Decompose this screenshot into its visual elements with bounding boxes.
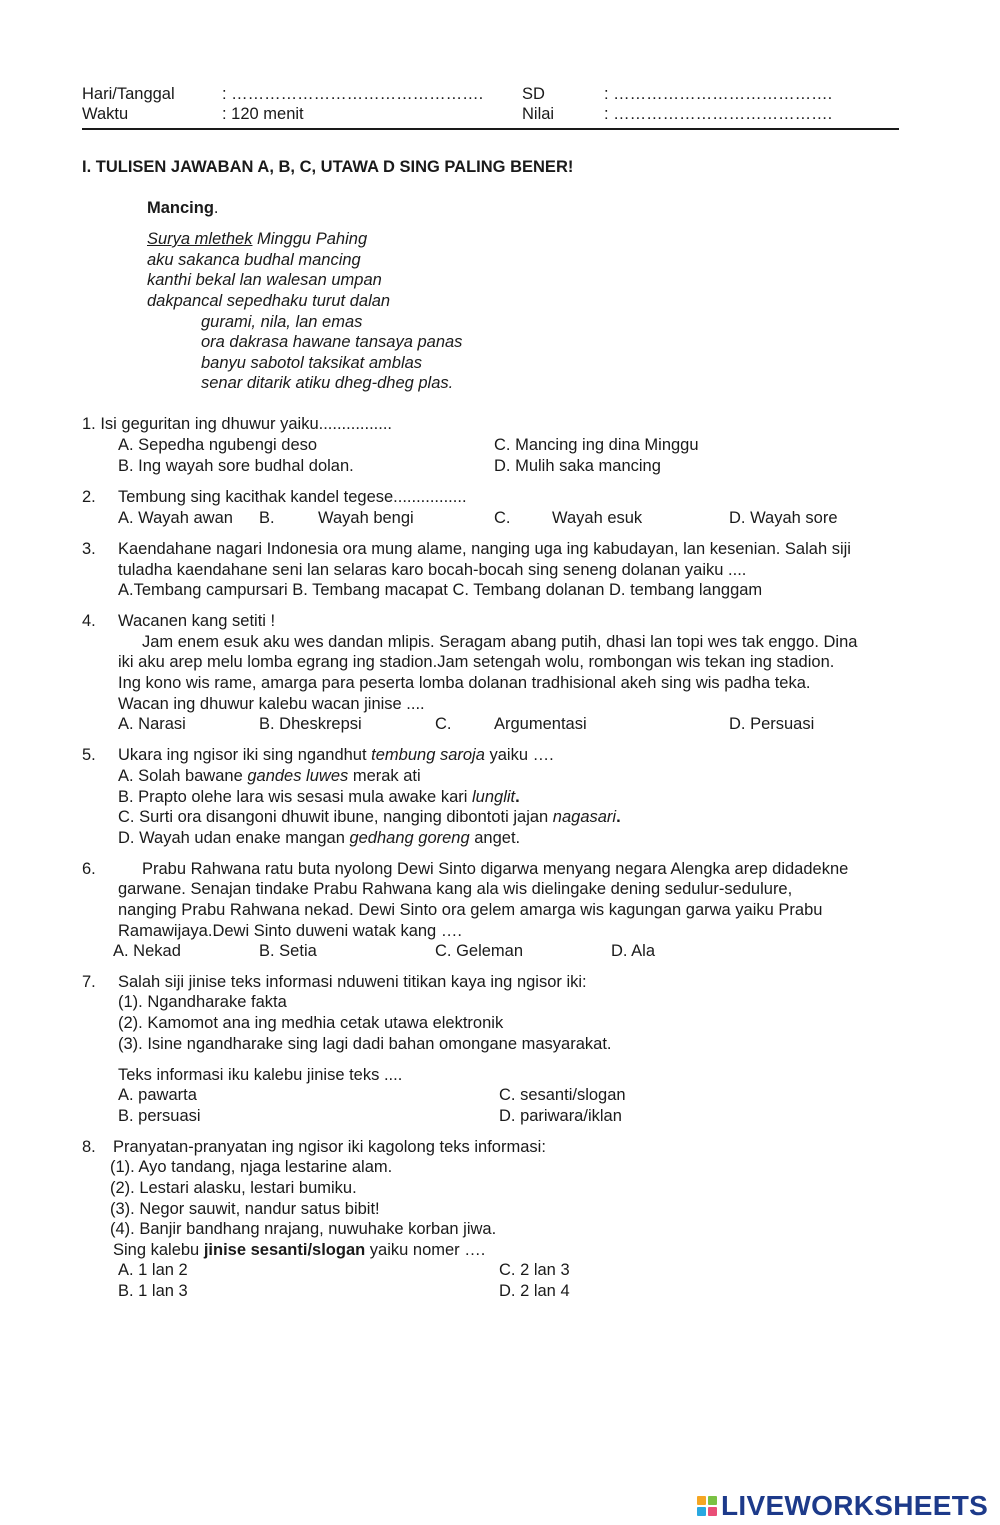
- q8-question-post: yaiku nomer ….: [365, 1241, 486, 1259]
- waktu-label: Waktu: [82, 105, 129, 123]
- poem-line-8: senar ditarik atiku dheg-dheg plas.: [201, 374, 454, 392]
- q3-line-1: Kaendahane nagari Indonesia ora mung alame, nanging uga ing kabudayan, lan kesenian. Salah siji: [118, 540, 851, 558]
- poem-line-2: aku sakanca budhal mancing: [147, 251, 361, 269]
- poem-line-6: ora dakrasa hawane tansaya panas: [201, 333, 463, 351]
- q4-option-b[interactable]: B. Dheskrepsi: [259, 715, 362, 733]
- q8-question-pre: Sing kalebu: [113, 1241, 204, 1259]
- q6-option-d[interactable]: D. Ala: [611, 942, 656, 960]
- q5-a-pre: A. Solah bawane: [118, 767, 248, 785]
- q3-options[interactable]: A.Tembang campursari B. Tembang macapat C. Tembang dolanan D. tembang langgam: [118, 581, 763, 599]
- q5-b-em: lunglit: [472, 788, 516, 806]
- logo-tiles-icon: [697, 1496, 717, 1516]
- q2-option-d[interactable]: D. Wayah sore: [729, 509, 838, 527]
- header-divider: [82, 128, 899, 130]
- q8-item-1: (1). Ayo tandang, njaga lestarine alam.: [110, 1158, 393, 1176]
- q1-option-b[interactable]: B. Ing wayah sore budhal dolan.: [118, 457, 354, 475]
- q7-option-d[interactable]: D. pariwara/iklan: [499, 1107, 622, 1125]
- q6-line-2: garwane. Senajan tindake Prabu Rahwana kang ala wis dielingake dening sedulur-sedulure,: [118, 880, 793, 898]
- q6-option-b[interactable]: B. Setia: [259, 942, 317, 960]
- q6-number: 6.: [82, 860, 96, 878]
- poem-line-7: banyu sabotol taksikat amblas: [201, 354, 423, 372]
- q4-option-d[interactable]: D. Persuasi: [729, 715, 815, 733]
- q5-number: 5.: [82, 746, 96, 764]
- q5-d-pre: D. Wayah udan enake mangan: [118, 829, 350, 847]
- q5-b-pre: B. Prapto olehe lara wis sesasi mula awake kari: [118, 788, 472, 806]
- q1-text: 1. Isi geguritan ing dhuwur yaiku................: [82, 415, 392, 433]
- q7-item-3: (3). Isine ngandharake sing lagi dadi bahan omongane masyarakat.: [118, 1035, 612, 1053]
- q5-option-d[interactable]: [118, 828, 520, 849]
- q5-c-em: nagasari: [552, 808, 617, 826]
- q1-option-c[interactable]: C. Mancing ing dina Minggu: [494, 436, 699, 454]
- nilai-label: Nilai: [522, 105, 555, 123]
- liveworksheets-logo: [697, 1490, 988, 1522]
- q8-number: 8.: [82, 1138, 96, 1156]
- q5-a-post: merak ati: [348, 767, 421, 785]
- q5-a-em: gandes luwes: [247, 767, 349, 785]
- q5-text-em: tembung saroja: [371, 746, 485, 764]
- q7-item-2: (2). Kamomot ana ing medhia cetak utawa elektronik: [118, 1014, 504, 1032]
- q7-option-b[interactable]: B. persuasi: [118, 1107, 201, 1125]
- q8-text: Pranyatan-pranyatan ing ngisor iki kagolong teks informasi:: [113, 1138, 546, 1156]
- q5-d-em: gedhang goreng: [349, 829, 470, 847]
- logo-text: LIVEWORKSHEETS: [721, 1490, 989, 1521]
- q2-option-a[interactable]: A. Wayah awan: [118, 509, 233, 527]
- q5-text: [118, 745, 554, 766]
- q7-question: Teks informasi iku kalebu jinise teks ....: [118, 1066, 403, 1084]
- q4-option-c[interactable]: Argumentasi: [494, 715, 587, 733]
- q2-option-b-letter[interactable]: B.: [259, 509, 275, 527]
- nilai-blank[interactable]: : ………………………………….: [604, 105, 833, 123]
- q7-number: 7.: [82, 973, 96, 991]
- q8-option-a[interactable]: A. 1 lan 2: [118, 1261, 188, 1279]
- poem-line-3: kanthi bekal lan walesan umpan: [147, 271, 382, 289]
- q8-question-bold: jinise sesanti/slogan: [203, 1241, 366, 1259]
- q8-option-c[interactable]: C. 2 lan 3: [499, 1261, 570, 1279]
- q4-question: Wacan ing dhuwur kalebu wacan jinise ....: [118, 695, 425, 713]
- q5-b-post: .: [515, 788, 520, 806]
- q8-option-d[interactable]: D. 2 lan 4: [499, 1282, 570, 1300]
- q1-option-a[interactable]: A. Sepedha ngubengi deso: [118, 436, 318, 454]
- waktu-value: : 120 menit: [222, 105, 304, 123]
- poem-title: [147, 198, 219, 219]
- sd-label: SD: [522, 85, 545, 103]
- q5-d-post: anget.: [469, 829, 521, 847]
- q5-option-a[interactable]: [118, 766, 421, 787]
- q2-number: 2.: [82, 488, 96, 506]
- q4-option-c-letter[interactable]: C.: [435, 715, 452, 733]
- sd-blank[interactable]: : ………………………………….: [604, 85, 833, 103]
- q6-option-c[interactable]: C. Geleman: [435, 942, 524, 960]
- q7-text: Salah siji jinise teks informasi nduweni titikan kaya ing ngisor iki:: [118, 973, 587, 991]
- poem-title-text: Mancing: [147, 199, 214, 217]
- q8-question: [113, 1240, 485, 1261]
- q5-option-c[interactable]: [118, 807, 621, 828]
- q6-line-1: Prabu Rahwana ratu buta nyolong Dewi Sinto digarwa menyang negara Alengka arep didadekne: [142, 860, 849, 878]
- q5-c-pre: C. Surti ora disangoni dhuwit ibune, nanging dibontoti jajan: [118, 808, 553, 826]
- q7-item-1: (1). Ngandharake fakta: [118, 993, 287, 1011]
- q3-number: 3.: [82, 540, 96, 558]
- q4-option-a[interactable]: A. Narasi: [118, 715, 186, 733]
- q4-passage-line-1: Jam enem esuk aku wes dandan mlipis. Seragam abang putih, dhasi lan topi wes tak enggo. Dina: [142, 633, 858, 651]
- q4-intro: Wacanen kang setiti !: [118, 612, 276, 630]
- q8-option-b[interactable]: B. 1 lan 3: [118, 1282, 188, 1300]
- q6-line-3: nanging Prabu Rahwana nekad. Dewi Sinto ora gelem amarga wis kagungan garwa yaiku Prabu: [118, 901, 823, 919]
- poem-title-dot: .: [213, 199, 219, 217]
- q5-text-pre: Ukara ing ngisor iki sing ngandhut: [118, 746, 372, 764]
- q2-text: Tembung sing kacithak kandel tegese................: [118, 488, 467, 506]
- poem-line-1: [147, 229, 367, 250]
- q4-passage-line-2: iki aku arep melu lomba egrang ing stadion.Jam setengah wolu, rombongan wis tekan ing stadion.: [118, 653, 835, 671]
- q6-line-4: Ramawijaya.Dewi Sinto duweni watak kang ….: [118, 922, 462, 940]
- poem-line-5: gurami, nila, lan emas: [201, 313, 363, 331]
- q5-c-post: .: [616, 808, 621, 826]
- q2-option-b[interactable]: Wayah bengi: [318, 509, 414, 527]
- q2-option-c[interactable]: Wayah esuk: [552, 509, 643, 527]
- hari-tanggal-label: Hari/Tanggal: [82, 85, 175, 103]
- q5-option-b[interactable]: [118, 787, 520, 808]
- poem-line-4: dakpancal sepedhaku turut dalan: [147, 292, 391, 310]
- q8-item-3: (3). Negor sauwit, nandur satus bibit!: [110, 1200, 380, 1218]
- poem-line-1-rest: Minggu Pahing: [252, 230, 368, 248]
- q4-passage-line-3: Ing kono wis rame, amarga para peserta lomba dolanan tradhisional akeh sing wis padha teka.: [118, 674, 811, 692]
- q2-option-c-letter[interactable]: C.: [494, 509, 511, 527]
- q7-option-c[interactable]: C. sesanti/slogan: [499, 1086, 626, 1104]
- q8-item-4: (4). Banjir bandhang nrajang, nuwuhake korban jiwa.: [110, 1220, 497, 1238]
- poem-underlined-phrase: Surya mlethek: [147, 230, 253, 248]
- q5-text-post: yaiku ….: [484, 746, 554, 764]
- q8-item-2: (2). Lestari alasku, lestari bumiku.: [110, 1179, 357, 1197]
- q3-line-2: tuladha kaendahane seni lan selaras karo bocah-bocah sing seneng dolanan yaiku ....: [118, 561, 747, 579]
- q7-option-a[interactable]: A. pawarta: [118, 1086, 197, 1104]
- q1-option-d[interactable]: D. Mulih saka mancing: [494, 457, 661, 475]
- hari-tanggal-blank[interactable]: : ……………………………………….: [222, 85, 484, 103]
- q6-option-a[interactable]: A. Nekad: [113, 942, 181, 960]
- section-title: I. TULISEN JAWABAN A, B, C, UTAWA D SING PALING BENER!: [82, 158, 574, 176]
- q4-number: 4.: [82, 612, 96, 630]
